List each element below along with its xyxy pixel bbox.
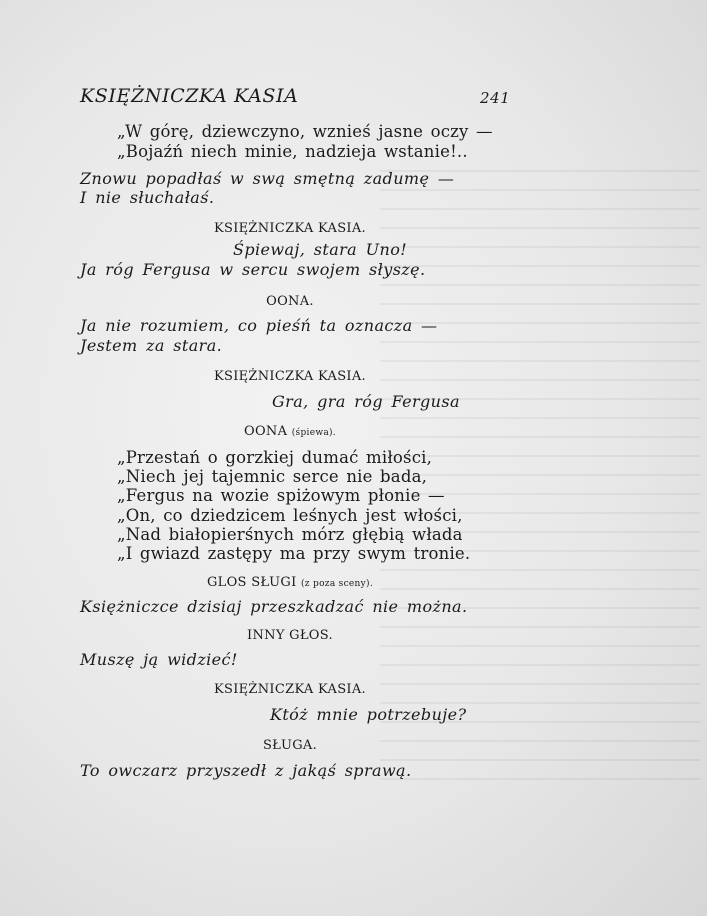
dialogue-line: Muszę ją widzieć! (80, 650, 238, 669)
song-line: „On, co dziedzicem leśnych jest włości, (117, 506, 463, 525)
dialogue-line: Jestem za stara. (80, 336, 223, 355)
dialogue-line: Znowu popadłaś w swą smętną zadumę — (80, 169, 455, 188)
page-number: 241 (480, 89, 511, 107)
song-line: „Przestań o gorzkiej dumać miłości, (117, 448, 433, 467)
dialogue-line: Ja róg Fergusa w sercu swojem słyszę. (80, 260, 426, 279)
speaker-name: KSIĘŻNICZKA KASIA. (213, 221, 366, 236)
speaker-label: GLOS SŁUGI (206, 575, 297, 590)
speaker-name (0, 573, 580, 594)
song-line: „Niech jej tajemnic serce nie bada, (117, 467, 428, 486)
speaker-name: INNY GŁOS. (247, 628, 333, 643)
running-title: KSIĘŻNICZKA KASIA (80, 85, 299, 107)
speaker-name: KSIĘŻNICZKA KASIA. (213, 369, 366, 384)
song-line: „Nad białopierśnych mórz głębią włada (117, 525, 463, 544)
dialogue-line: I nie słuchałaś. (80, 188, 215, 207)
speaker-name: OONA. (266, 294, 314, 309)
dialogue-line: To owczarz przyszedł z jakąś sprawą. (80, 761, 412, 780)
song-line: „I gwiazd zastępy ma przy swym tronie. (117, 544, 471, 563)
dialogue-line: Śpiewaj, stara Uno! (233, 240, 408, 259)
dialogue-line: Gra, gra róg Fergusa (272, 392, 460, 411)
stage-direction: (śpiewa). (291, 428, 336, 438)
verse-line: „W górę, dziewczyno, wznieś jasne oczy — (117, 122, 493, 141)
speaker-name: SŁUGA. (262, 738, 318, 753)
verse-line: „Bojaźń niech minie, nadzieja wstanie!.. (117, 142, 468, 161)
dialogue-line: Któż mnie potrzebuje? (270, 705, 467, 724)
speaker-name (0, 422, 580, 443)
song-line: „Fergus na wozie spiżowym płonie — (117, 486, 445, 505)
stage-direction: (z poza sceny). (301, 579, 373, 589)
dialogue-line: Księżniczce dzisiaj przeszkadzać nie można. (80, 597, 468, 616)
speaker-label: OONA (244, 424, 288, 439)
dialogue-line: Ja nie rozumiem, co pieśń ta oznacza — (80, 316, 438, 335)
speaker-name: KSIĘŻNICZKA KASIA. (213, 682, 366, 697)
